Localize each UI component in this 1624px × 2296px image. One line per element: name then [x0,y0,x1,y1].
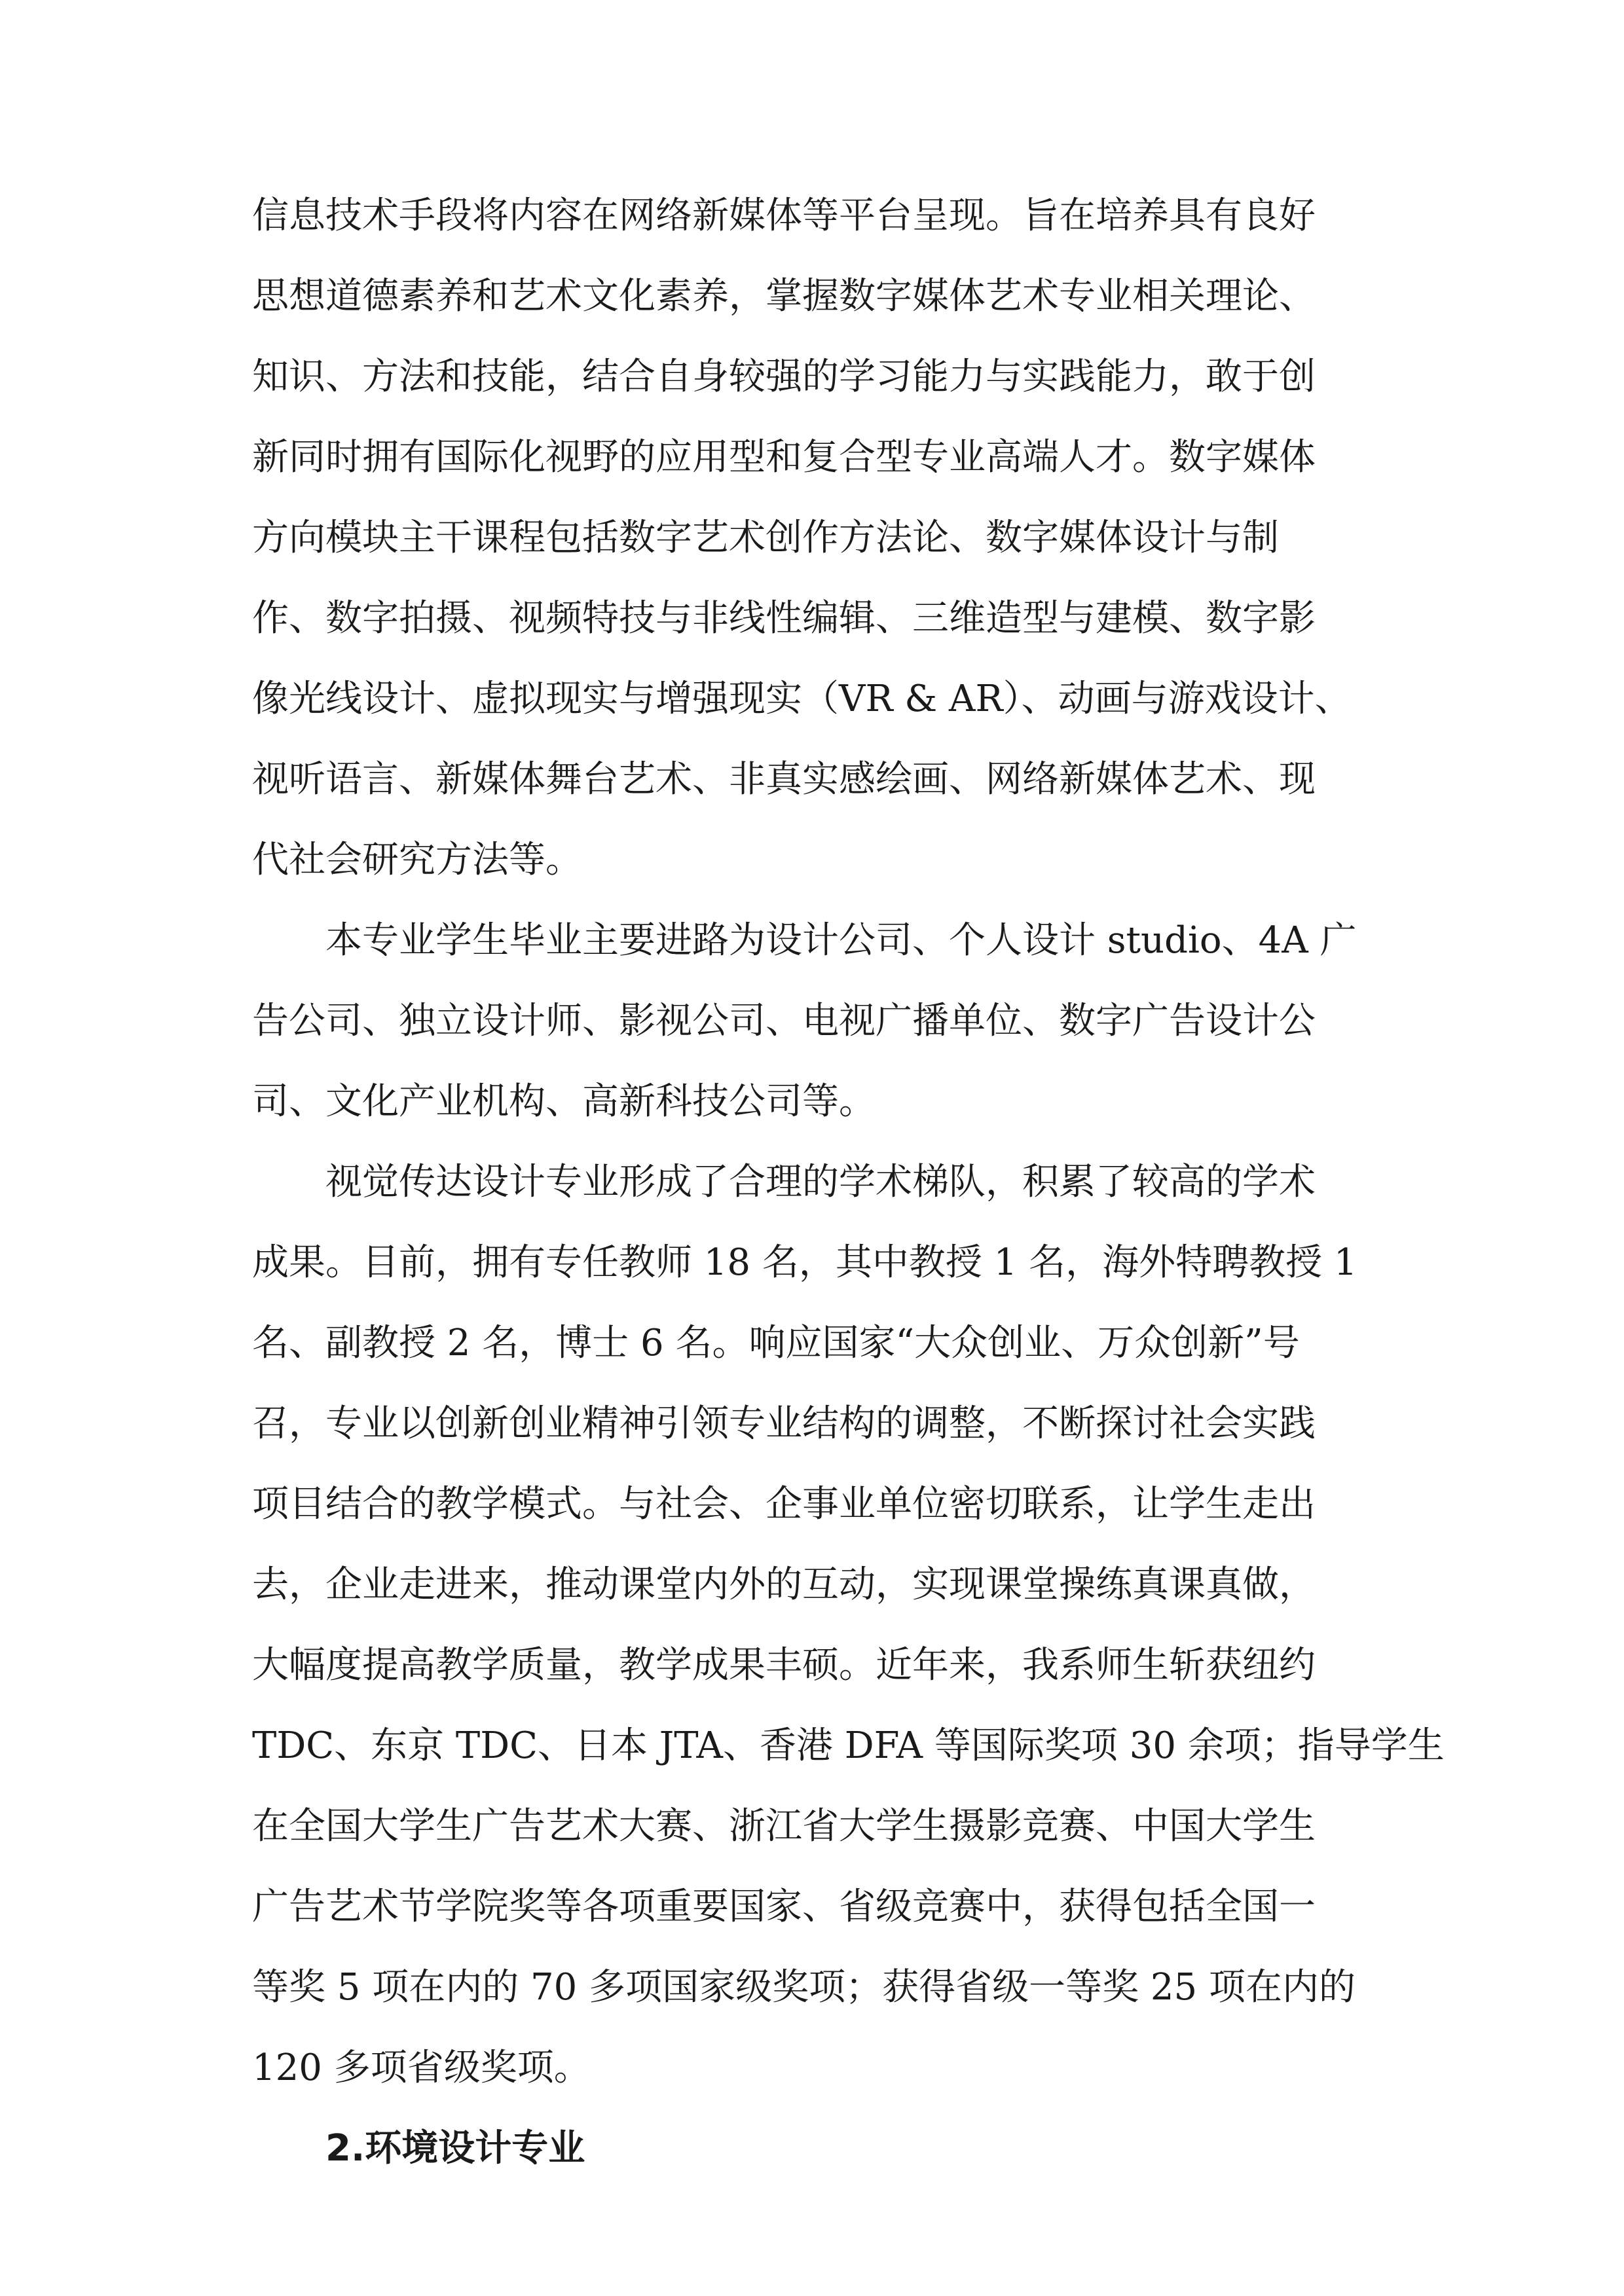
text-line: 司、文化产业机构、高新科技公司等。 [252,1080,876,1123]
text-line: 召，专业以创新创业精神引领专业结构的调整，不断探讨社会实践 [252,1402,1316,1445]
text-line: 作、数字拍摄、视频特技与非线性编辑、三维造型与建模、数字影 [252,597,1316,640]
paragraph-first-line: 本专业学生毕业主要进路为设计公司、个人设计 studio、4A 广 [325,919,1357,962]
text-line: 知识、方法和技能，结合自身较强的学习能力与实践能力，敢于创 [252,355,1316,398]
text-line: 方向模块主干课程包括数字艺术创作方法论、数字媒体设计与制 [252,517,1279,559]
text-line: 像光线设计、虚拟现实与增强现实（VR & AR）、动画与游戏设计、 [252,678,1352,720]
document-body [252,175,1445,2189]
text-line: 项目结合的教学模式。与社会、企事业单位密切联系，让学生走出 [252,1483,1316,1525]
text-line: 去，企业走进来，推动课堂内外的互动，实现课堂操练真课真做， [252,1563,1316,1606]
text-line: 等奖 5 项在内的 70 多项国家级奖项；获得省级一等奖 25 项在内的 [252,1966,1356,2009]
text-line: 代社会研究方法等。 [252,839,582,881]
text-line: 名、副教授 2 名，博士 6 名。响应国家“大众创业、万众创新”号 [252,1322,1300,1364]
text-line: 思想道德素养和艺术文化素养，掌握数字媒体艺术专业相关理论、 [252,275,1316,318]
section-heading: 2.环境设计专业 [325,2127,585,2170]
text-line: 成果。目前，拥有专任教师 18 名，其中教授 1 名，海外特聘教授 1 [252,1241,1357,1284]
text-line: 告公司、独立设计师、影视公司、电视广播单位、数字广告设计公 [252,1000,1316,1042]
text-line: 广告艺术节学院奖等各项重要国家、省级竞赛中，获得包括全国一 [252,1886,1316,1928]
paragraph-first-line: 视觉传达设计专业形成了合理的学术梯队，积累了较高的学术 [325,1161,1316,1203]
text-line: 120 多项省级奖项。 [252,2047,591,2089]
text-line: 大幅度提高教学质量，教学成果丰硕。近年来，我系师生斩获纽约 [252,1644,1316,1686]
text-line: 新同时拥有国际化视野的应用型和复合型专业高端人才。数字媒体 [252,436,1316,479]
text-line: 信息技术手段将内容在网络新媒体等平台呈现。旨在培养具有良好 [252,194,1316,237]
text-line: 视听语言、新媒体舞台艺术、非真实感绘画、网络新媒体艺术、现 [252,758,1316,801]
text-line: TDC、东京 TDC、日本 JTA、香港 DFA 等国际奖项 30 余项；指导学生 [252,1724,1445,1767]
text-line: 在全国大学生广告艺术大赛、浙江省大学生摄影竞赛、中国大学生 [252,1805,1316,1848]
